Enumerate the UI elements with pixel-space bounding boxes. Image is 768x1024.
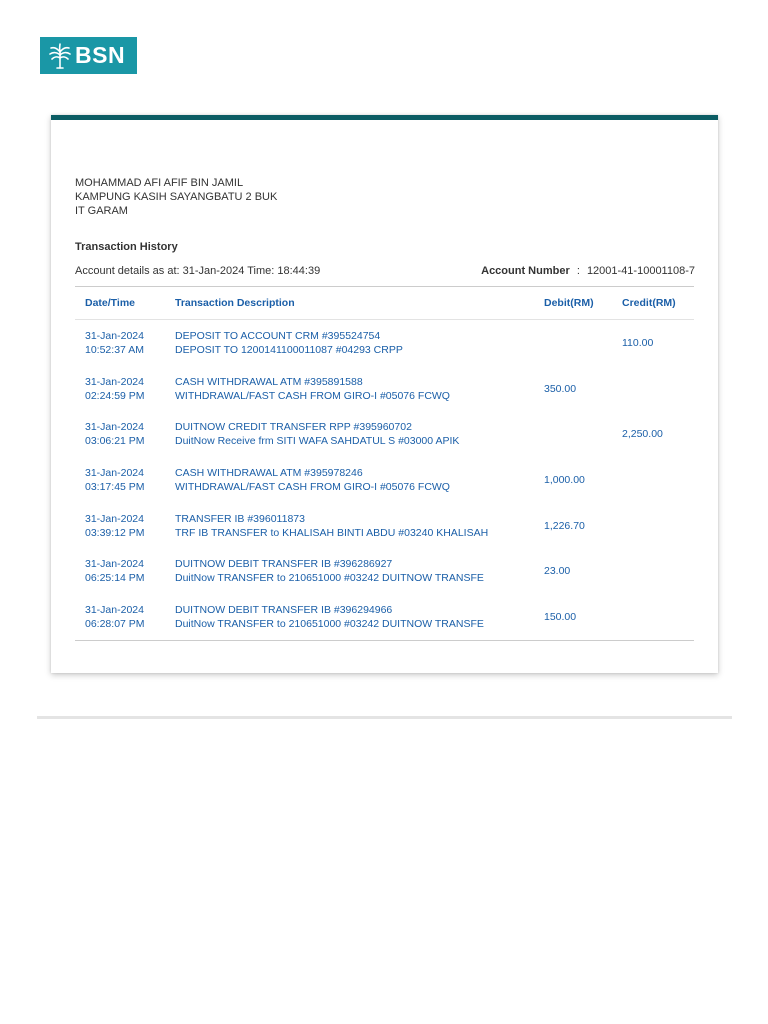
account-number-value: 12001-41-10001108-7 — [586, 265, 695, 277]
datetime-cell — [75, 503, 165, 549]
description-line-2: DuitNow TRANSFER to 210651000 #03242 DUITNOW TRANSFE — [175, 617, 484, 630]
table-row[interactable] — [75, 503, 694, 549]
datetime-cell — [75, 366, 165, 412]
credit-cell: 110.00 — [622, 336, 654, 349]
datetime-cell — [75, 594, 165, 640]
description-cell — [165, 320, 534, 366]
account-number-label: Account Number — [481, 265, 570, 277]
palm-tree-icon — [49, 43, 71, 69]
description-line-1: TRANSFER IB #396011873 — [175, 512, 305, 525]
datetime-cell — [75, 411, 165, 457]
time-text: 03:39:12 PM — [85, 526, 145, 539]
description-line-1: DEPOSIT TO ACCOUNT CRM #395524754 — [175, 329, 381, 342]
datetime-cell — [75, 548, 165, 594]
description-line-1: DUITNOW CREDIT TRANSFER RPP #395960702 — [175, 421, 412, 434]
column-header-debit: Debit(RM) — [534, 287, 612, 320]
time-text: 03:06:21 PM — [85, 435, 145, 448]
description-line-1: CASH WITHDRAWAL ATM #395978246 — [175, 466, 363, 479]
credit-cell: 2,250.00 — [622, 428, 663, 441]
description-cell — [165, 594, 534, 640]
date-text: 31-Jan-2024 — [85, 558, 144, 571]
credit-cell — [612, 594, 694, 640]
datetime-cell — [75, 457, 165, 503]
time-text: 02:24:59 PM — [85, 389, 145, 402]
section-title: Transaction History — [75, 241, 178, 253]
date-text: 31-Jan-2024 — [85, 329, 144, 342]
date-text: 31-Jan-2024 — [85, 466, 144, 479]
account-details-timestamp: Account details as at: 31-Jan-2024 Time: 18:44:39 — [75, 265, 321, 277]
credit-cell — [612, 457, 694, 503]
address-line-1: KAMPUNG KASIH SAYANGBATU 2 BUK — [75, 191, 278, 203]
date-text: 31-Jan-2024 — [85, 375, 144, 388]
account-number-separator: : — [576, 265, 580, 277]
description-line-1: CASH WITHDRAWAL ATM #395891588 — [175, 375, 363, 388]
time-text: 03:17:45 PM — [85, 480, 145, 493]
account-details-line — [75, 265, 695, 277]
table-row[interactable] — [75, 366, 694, 412]
description-cell — [165, 548, 534, 594]
time-text: 10:52:37 AM — [85, 343, 144, 356]
date-text: 31-Jan-2024 — [85, 603, 144, 616]
debit-cell: 1,226.70 — [544, 519, 585, 532]
logo-text: BSN — [75, 42, 126, 68]
description-line-1: DUITNOW DEBIT TRANSFER IB #396286927 — [175, 558, 393, 571]
debit-cell: 350.00 — [544, 382, 577, 395]
description-line-1: DUITNOW DEBIT TRANSFER IB #396294966 — [175, 603, 393, 616]
date-text: 31-Jan-2024 — [85, 421, 144, 434]
debit-cell — [534, 411, 612, 457]
table-header-row — [75, 287, 694, 320]
description-line-2: TRF IB TRANSFER to KHALISAH BINTI ABDU #03240 KHALISAH — [175, 526, 489, 539]
debit-cell — [534, 320, 612, 366]
debit-cell: 23.00 — [544, 565, 571, 578]
description-line-2: DEPOSIT TO 1200141100011087 #04293 CRPP — [175, 343, 403, 356]
customer-address-block — [75, 176, 277, 218]
description-cell — [165, 411, 534, 457]
account-number-group — [481, 265, 695, 277]
bsn-logo[interactable] — [40, 37, 137, 74]
time-text: 06:28:07 PM — [85, 617, 145, 630]
time-text: 06:25:14 PM — [85, 572, 145, 585]
debit-cell: 150.00 — [534, 594, 612, 640]
date-text: 31-Jan-2024 — [85, 512, 144, 525]
page-divider — [37, 716, 732, 719]
transaction-table — [75, 286, 694, 641]
description-line-2: WITHDRAWAL/FAST CASH FROM GIRO-I #05076 FCWQ — [175, 480, 450, 493]
table-row[interactable] — [75, 411, 694, 457]
column-header-description: Transaction Description — [165, 287, 534, 320]
customer-name: MOHAMMAD AFI AFIF BIN JAMIL — [75, 177, 244, 189]
description-cell — [165, 366, 534, 412]
column-header-credit: Credit(RM) — [612, 287, 694, 320]
description-cell — [165, 457, 534, 503]
address-line-2: IT GARAM — [75, 205, 128, 217]
credit-cell — [612, 503, 694, 549]
table-row[interactable] — [75, 548, 694, 594]
table-row[interactable] — [75, 320, 694, 366]
description-cell — [165, 503, 534, 549]
column-header-datetime: Date/Time — [75, 287, 165, 320]
datetime-cell — [75, 320, 165, 366]
credit-cell — [612, 366, 694, 412]
description-line-2: DuitNow Receive frm SITI WAFA SAHDATUL S #03000 APIK — [175, 435, 460, 448]
debit-cell: 1,000.00 — [544, 473, 585, 486]
description-line-2: WITHDRAWAL/FAST CASH FROM GIRO-I #05076 FCWQ — [175, 389, 450, 402]
description-line-2: DuitNow TRANSFER to 210651000 #03242 DUITNOW TRANSFE — [175, 572, 484, 585]
table-row[interactable] — [75, 594, 694, 640]
statement-card — [51, 115, 718, 673]
credit-cell — [612, 548, 694, 594]
table-row[interactable] — [75, 457, 694, 503]
